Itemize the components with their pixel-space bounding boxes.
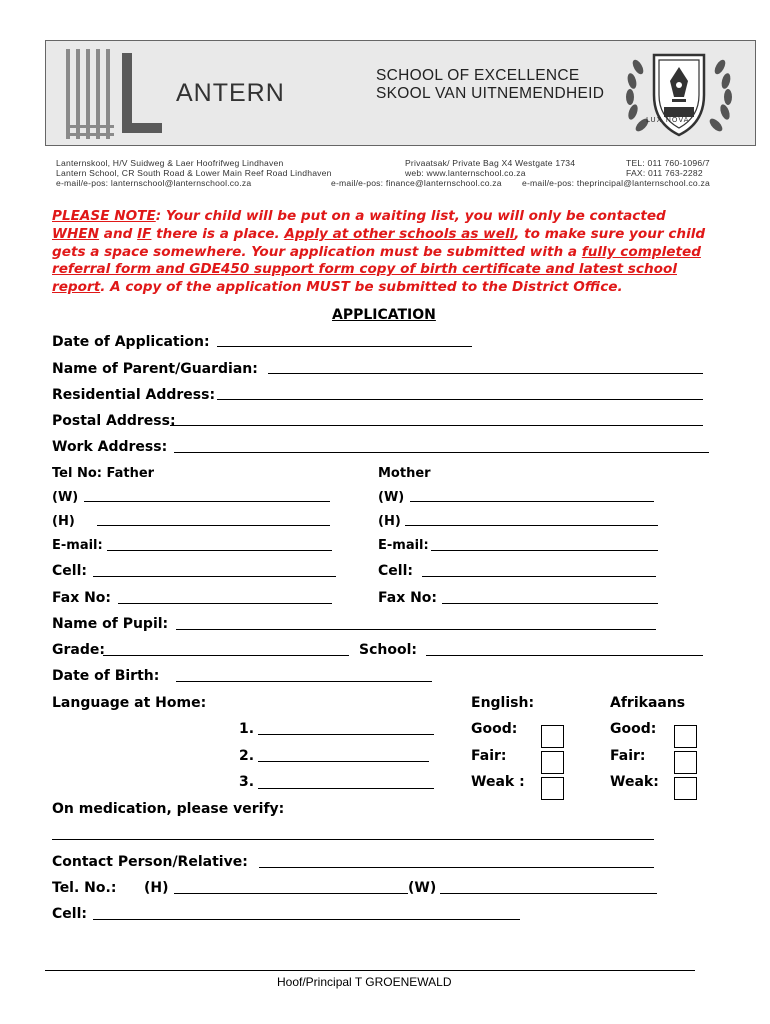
contact-cell-field[interactable] [93,919,520,920]
father-cell-field[interactable] [93,576,336,577]
notice-when: WHEN [52,225,100,242]
pupil-name-field[interactable] [176,629,656,630]
please-note-notice [52,208,717,297]
date-of-birth-field[interactable] [176,681,432,682]
grade-label: Grade: [52,642,105,658]
website: web: www.lanternschool.co.za [405,168,526,178]
notice-text: , to make sure your child gets a space somewhere. Your application must be submitted with a [52,225,706,260]
father-email-label: E-mail: [52,538,103,553]
tel-father-label: Tel No: Father [52,466,155,481]
logo-letter-l-base [122,123,162,133]
father-email-field[interactable] [107,550,332,551]
date-of-application-label: Date of Application: [52,334,210,350]
afrikaans-heading: Afrikaans [610,695,686,711]
mother-cell-label: Cell: [378,563,413,579]
parent-name-field[interactable] [268,373,703,374]
contact-home-phone-field[interactable] [174,893,408,894]
pupil-name-label: Name of Pupil: [52,616,169,632]
work-address-field[interactable] [174,452,709,453]
father-home-phone-field[interactable] [97,525,330,526]
contact-person-label: Contact Person/Relative: [52,854,248,870]
language-at-home-label: Language at Home: [52,695,207,711]
tel-mother-label: Mother [378,466,431,481]
language-2-field[interactable] [258,761,429,762]
residential-address-label: Residential Address: [52,387,216,403]
afrikaans-good-label: Good: [610,721,657,737]
afrikaans-weak-checkbox[interactable] [674,777,697,800]
footer-divider [45,970,695,971]
father-fax-field[interactable] [118,603,332,604]
logo-letter-l [122,53,132,133]
language-3-field[interactable] [258,788,434,789]
letterhead [45,40,756,146]
father-fax-label: Fax No: [52,590,112,606]
father-home-label: (H) [52,514,75,529]
fax-number: FAX: 011 763-2282 [626,168,703,178]
address-afrikaans: Lanternskool, H/V Suidweg & Laer Hoofrifweg Lindhaven [56,158,284,168]
grade-field[interactable] [103,655,349,656]
date-of-birth-label: Date of Birth: [52,668,160,684]
afrikaans-good-checkbox[interactable] [674,725,697,748]
english-weak-checkbox[interactable] [541,777,564,800]
contact-work-phone-field[interactable] [440,893,657,894]
notice-text: . A copy of the application MUST be submitted to the District Office. [100,279,623,296]
contact-home-label: (H) [144,880,169,896]
language-3-label: 3. [239,774,255,790]
contact-work-label: (W) [408,880,437,896]
father-work-label: (W) [52,490,79,505]
email-finance: e-mail/e-pos: finance@lanternschool.co.za [331,178,502,188]
father-cell-label: Cell: [52,563,87,579]
mother-email-field[interactable] [431,550,658,551]
email-general: e-mail/e-pos: lanternschool@lanternschool.co.za [56,178,252,188]
telephone: TEL: 011 760-1096/7 [626,158,710,168]
notice-if: IF [137,225,152,242]
language-1-label: 1. [239,721,255,737]
tagline-afrikaans: SKOOL VAN UITNEMENDHEID [376,85,605,102]
medication-field[interactable] [52,839,654,840]
english-fair-label: Fair: [471,748,507,764]
mother-fax-field[interactable] [442,603,658,604]
parent-name-label: Name of Parent/Guardian: [52,361,258,377]
postal-address-field[interactable] [170,425,703,426]
medication-label: On medication, please verify: [52,801,285,817]
english-good-checkbox[interactable] [541,725,564,748]
english-fair-checkbox[interactable] [541,751,564,774]
english-heading: English: [471,695,535,711]
father-work-phone-field[interactable] [84,501,330,502]
afrikaans-fair-label: Fair: [610,748,646,764]
english-good-label: Good: [471,721,518,737]
school-crest-icon [614,45,744,141]
school-name: ANTERN [176,79,285,107]
mother-work-phone-field[interactable] [410,501,654,502]
language-2-label: 2. [239,748,255,764]
principal-name: Hoof/Principal T GROENEWALD [277,975,452,989]
mother-home-label: (H) [378,514,401,529]
date-of-application-field[interactable] [217,346,472,347]
notice-text: : Your child will be put on a waiting list, you will only be contacted [155,208,666,224]
language-1-field[interactable] [258,734,434,735]
mother-cell-field[interactable] [422,576,656,577]
notice-fully-completed: fully completed [581,243,701,260]
crest-motto: LUX NOVA [646,116,690,124]
notice-apply: Apply at other schools as well [284,225,515,242]
notice-text: and [99,225,138,242]
afrikaans-weak-label: Weak: [610,774,659,790]
notice-referral: referral form and GDE450 support form copy of birth certificate and latest school report [52,261,677,296]
school-field[interactable] [426,655,703,656]
address-english: Lantern School, CR South Road & Lower Main Reef Road Lindhaven [56,168,332,178]
private-bag: Privaatsak/ Private Bag X4 Westgate 1734 [405,158,576,168]
notice-please-note: PLEASE NOTE [52,208,156,224]
form-heading: APPLICATION [332,307,436,323]
mother-fax-label: Fax No: [378,590,438,606]
work-address-label: Work Address: [52,439,168,455]
logo-stripe [66,125,114,128]
english-weak-label: Weak : [471,774,525,790]
tagline-english: SCHOOL OF EXCELLENCE [376,67,580,84]
logo-stripe [66,133,114,136]
contact-tel-label: Tel. No.: [52,880,117,896]
contact-person-field[interactable] [259,867,654,868]
school-label: School: [359,642,417,658]
notice-text: there is a place. [151,225,285,242]
residential-address-field[interactable] [217,399,703,400]
contact-cell-label: Cell: [52,906,87,922]
mother-email-label: E-mail: [378,538,429,553]
mother-work-label: (W) [378,490,405,505]
email-principal: e-mail/e-pos: theprincipal@lanternschool.co.za [522,178,710,188]
postal-address-label: Postal Address: [52,413,176,429]
mother-home-phone-field[interactable] [405,525,658,526]
afrikaans-fair-checkbox[interactable] [674,751,697,774]
